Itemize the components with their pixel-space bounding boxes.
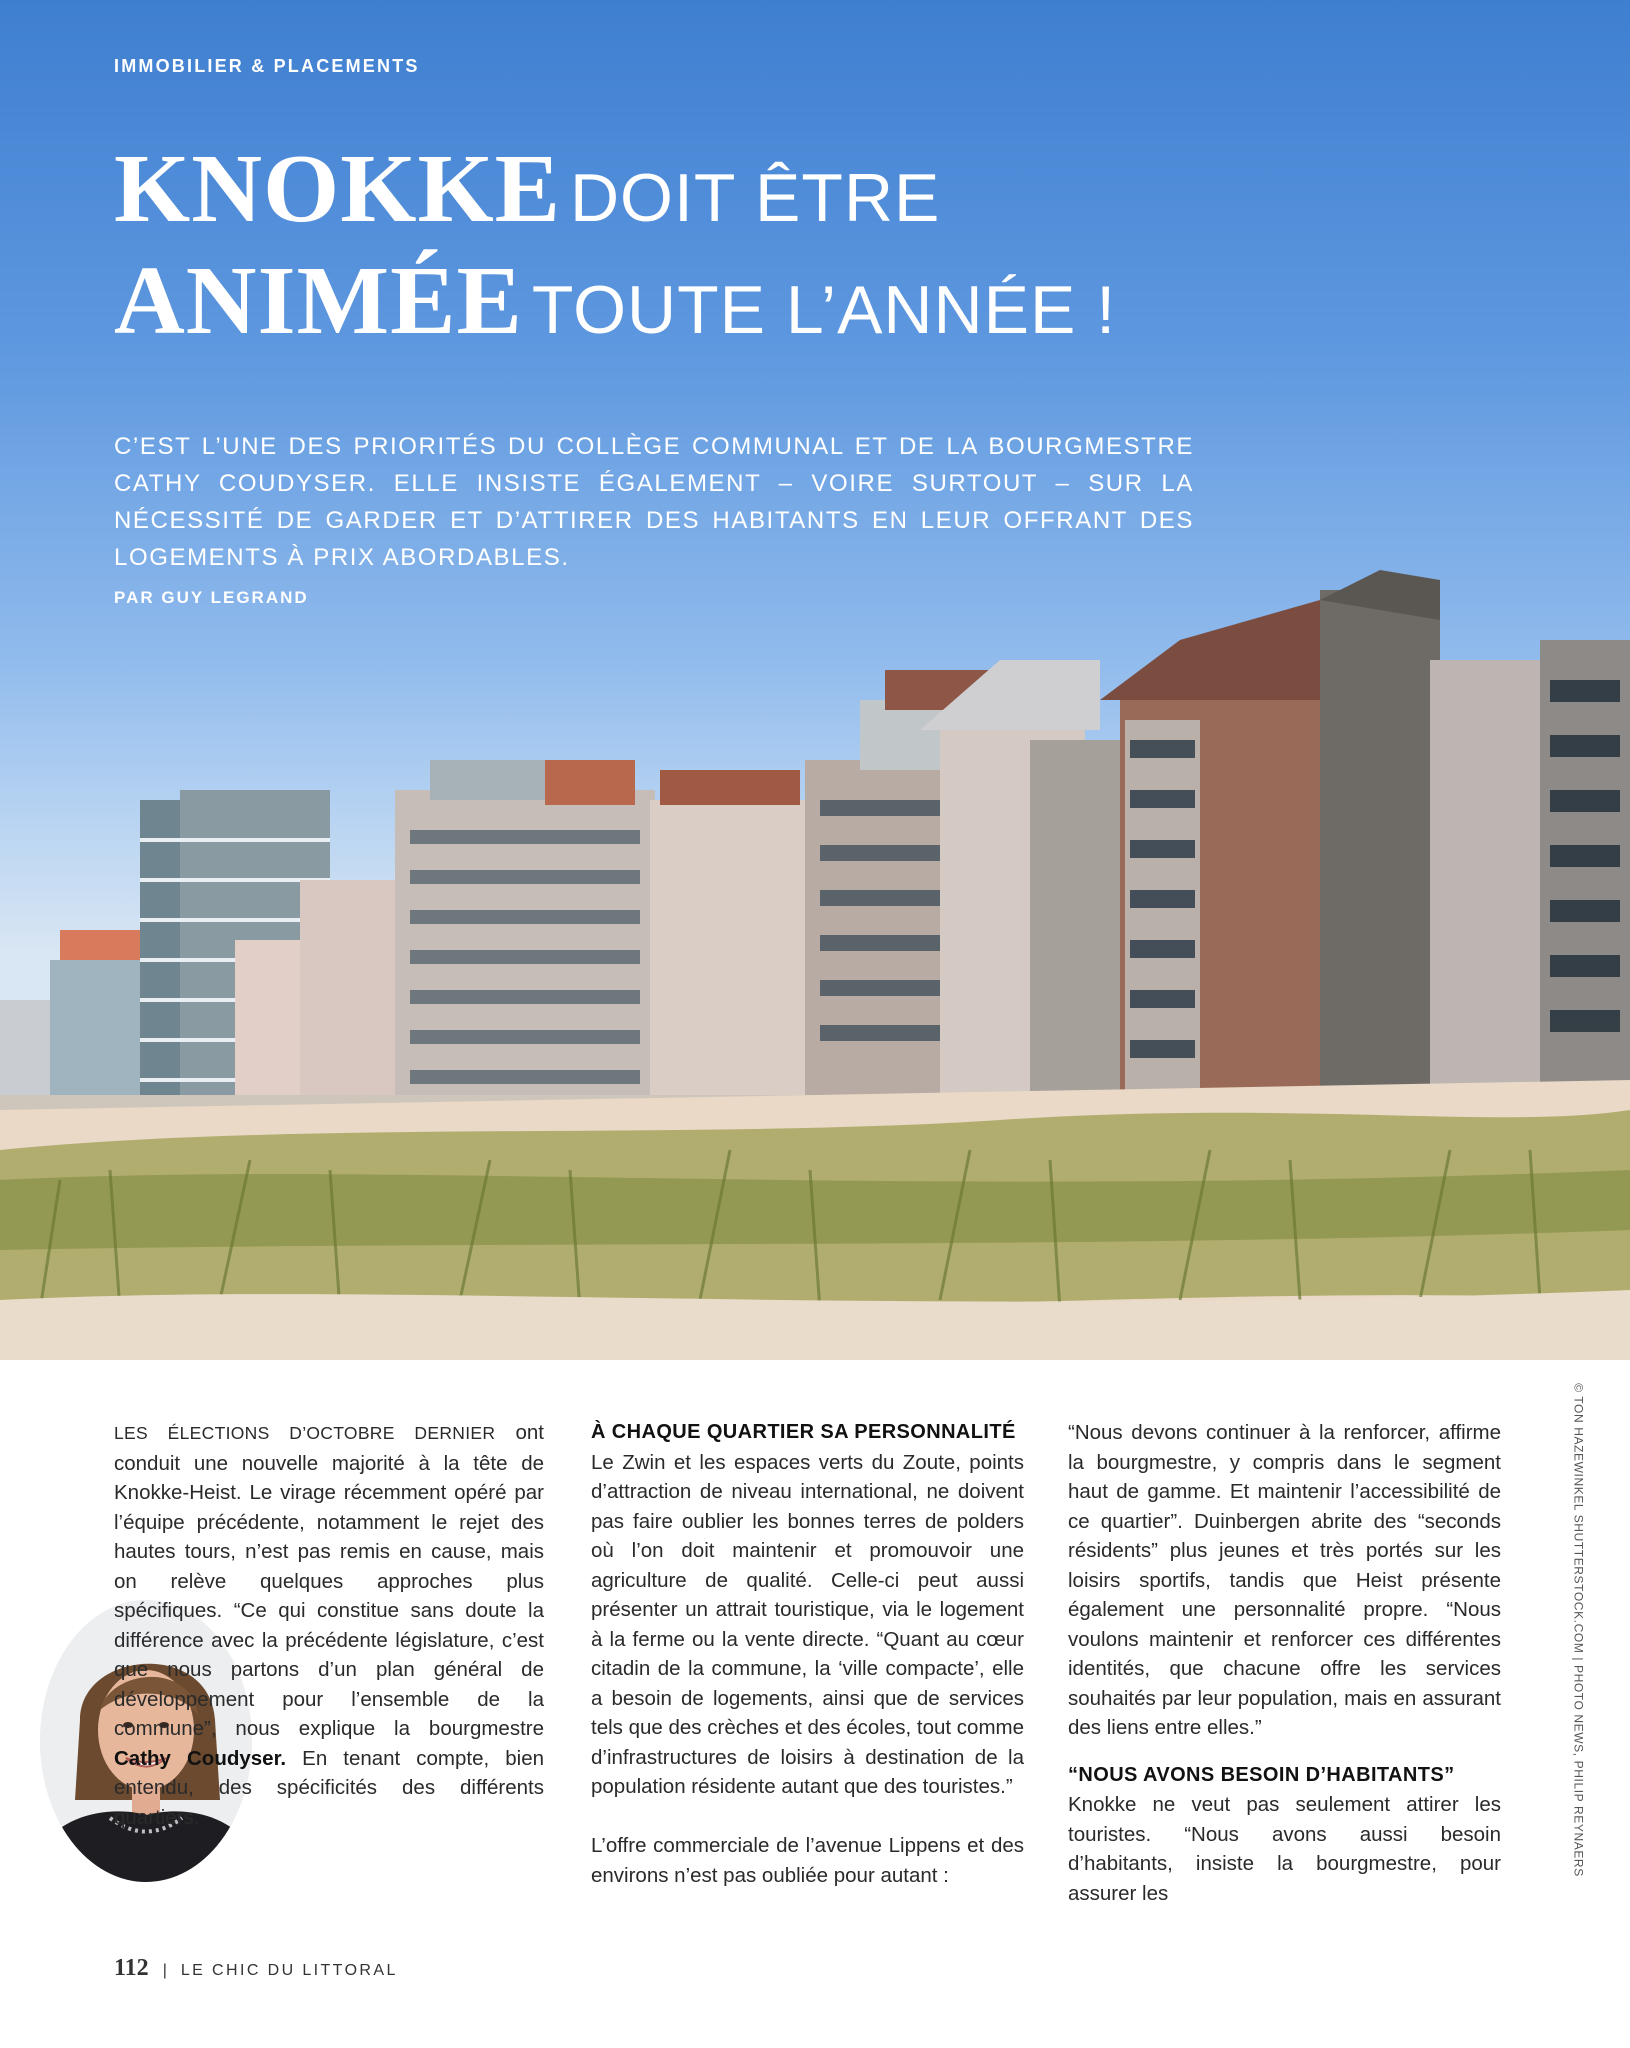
- subhead-habitants: “NOUS AVONS BESOIN D’HABITANTS”: [1068, 1763, 1455, 1786]
- column-1: [114, 1418, 544, 1832]
- col3-paragraph-2: Knokke ne veut pas seulement attirer les touristes. “Nous avons aussi besoin d’habitants, insiste la bourgmestre, pour assurer les: [1068, 1793, 1501, 1905]
- article-intro: C’EST L’UNE DES PRIORITÉS DU COLLÈGE COMMUNAL ET DE LA BOURGMESTRE CATHY COUDYSER. ELLE INSISTE ÉGALEMENT – VOIRE SURTOUT – SUR LA NÉCESSITÉ DE GARDER ET D’ATTIRER DES HABITANTS EN LEUR OFFRANT DES LOGEMENTS À PRIX ABORDABLES.: [114, 433, 1194, 571]
- byline: PAR GUY LEGRAND: [114, 588, 309, 607]
- title-word-doit-etre: DOIT ÊTRE: [569, 160, 941, 236]
- page-footer: [114, 1955, 398, 1982]
- subhead-quartiers: À CHAQUE QUARTIER SA PERSONNALITÉ: [591, 1421, 1016, 1443]
- col1-text-part-b: En tenant compte, bien entendu, des spécificités des différents quartiers.: [114, 1746, 544, 1829]
- title-word-animee: ANIMÉE: [114, 247, 523, 355]
- column-2: [591, 1418, 1024, 1890]
- col2-paragraph-1: Le Zwin et les espaces verts du Zoute, points d’attraction de niveau international, ne doivent pas faire oublier les bonnes terres de polders où l’on doit maintenir et promouvoir une agriculture de qualité. Celle-ci peut aussi présenter un attrait touristique, via le logement à la ferme ou la vente directe. “Quant au cœur citadin de la commune, la ‘ville compacte’, elle a besoin de logements, ainsi que de services tels que des crèches et des écoles, tout comme d’infrastructures de loisirs à destination de la population résidente autant que des touristes.”: [591, 1450, 1025, 1798]
- lead-in-caps: LES ÉLECTIONS D’OCTOBRE DERNIER: [114, 1423, 496, 1443]
- footer-separator: |: [162, 1962, 167, 1979]
- photo-credit-text: © TON HAZEWINKEL SHUTTERSTOCK.COM | PHOTO NEWS, PHILIP REYNAERS: [1571, 1383, 1586, 1877]
- title-word-toute-lannee: TOUTE L’ANNÉE !: [531, 272, 1117, 348]
- title-line-2: [114, 247, 1117, 364]
- section-rubric: IMMOBILIER & PLACEMENTS: [114, 56, 420, 76]
- photo-credit: [1571, 1378, 1585, 1883]
- page-number: 112: [114, 1955, 149, 1981]
- col2-paragraph-2: L’offre commerciale de l’avenue Lippens et des environs n’est pas oubliée pour autant :: [591, 1834, 1024, 1887]
- col1-text-part-a: ont conduit une nouvelle majorité à la tête de Knokke-Heist. Le virage récemment opéré par l’équipe précédente, notamment le rejet des hautes tours, n’est pas remis en cause, mais on relève quelques approches plus spécifiques. “Ce qui constitue sans doute la différence avec la précédente législature, c’est que nous partons d’un plan général de développement pour l’ensemble de la commune”, nous explique la bourgmestre: [114, 1421, 544, 1740]
- mayor-name: Cathy Coudyser.: [114, 1746, 287, 1770]
- title-line-1: [114, 135, 1116, 252]
- col3-paragraph-1: “Nous devons continuer à la renforcer, affirme la bourgmestre, y compris dans le segment haut de gamme. Et maintenir l’accessibilité de ce quartier”. Duinbergen abrite des “seconds résidents” plus jeunes et très portés sur les loisirs sportifs, tandis que Heist présente également une personnalité propre. “Nous voulons maintenir et renforcer ces différentes identités, que chacune offre les services souhaités par leur population, mais en assurant des liens entre elles.”: [1068, 1421, 1501, 1739]
- magazine-name: LE CHIC DU LITTORAL: [180, 1962, 398, 1979]
- title-word-knokke: KNOKKE: [114, 135, 562, 243]
- article-title: [114, 135, 1117, 364]
- col1-paragraph: [114, 1418, 544, 1832]
- column-3: [1068, 1418, 1501, 1908]
